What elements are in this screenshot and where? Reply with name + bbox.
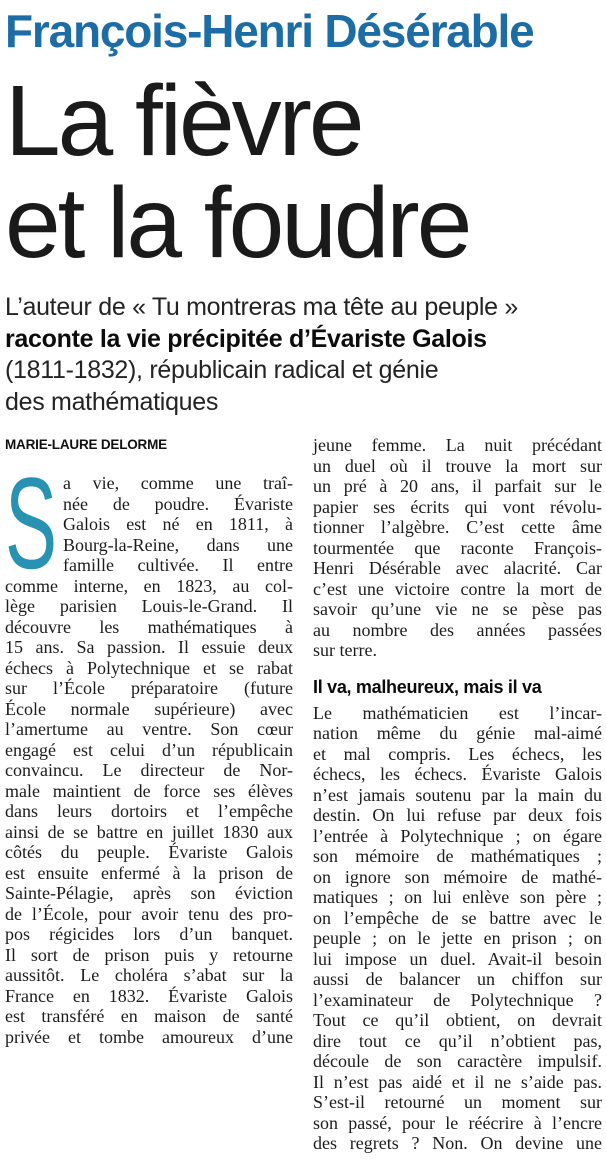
standfirst-line3: (1811-1832), républicain radical et génie <box>5 356 439 384</box>
body-line: son mémoire de mathématiques ; <box>313 846 602 866</box>
body-line: un pré à 20 ans, il parfait sur le <box>313 476 602 496</box>
headline-line1: La fièvre <box>5 65 362 177</box>
body-line: savoir qu’une vie ne se pèse pas <box>313 599 602 619</box>
subheading: Il va, malheureux, mais il va <box>313 676 542 697</box>
body-line: Bourg-la-Reine, dans une <box>63 534 293 555</box>
body-line: convaincu. Le directeur de Nor- <box>5 760 293 780</box>
body-line: l’amertume au ventre. Son cœur <box>5 719 293 739</box>
body-line: nation même du génie mal-aimé <box>313 723 602 743</box>
body-line: c’est une victoire contre la mort de <box>313 578 602 599</box>
body-line: lui impose un duel. Avait-il besoin <box>313 948 602 969</box>
left-column <box>5 435 293 1154</box>
standfirst-line1: L’auteur de « Tu montreras ma tête au peuple » <box>5 293 518 321</box>
body-line: Tout ce qu’il obtient, on devrait <box>313 1010 602 1030</box>
body-line: papier ses écrits qui vont révolu- <box>313 496 602 517</box>
body-line: aussi de balancer un chiffon sur <box>313 969 602 989</box>
body-line: échecs, les échecs. Évariste Galois <box>313 764 602 784</box>
body-line: Sainte-Pélagie, après son éviction <box>5 883 293 903</box>
opening-paragraph <box>5 450 293 1047</box>
dropcap <box>5 450 63 596</box>
headline <box>5 65 602 279</box>
body-line: 15 ans. Sa passion. Il essuie deux <box>5 637 293 657</box>
body-line: découle de son caractère impulsif. <box>313 1051 602 1071</box>
body-line: dans leurs dortoirs et l’empêche <box>5 801 293 821</box>
body-line: École normale supérieure) avec <box>5 698 293 719</box>
body-line: et mal compris. Les échecs, les <box>313 743 602 764</box>
body-line: engagé est celui d’un républicain <box>5 739 293 760</box>
body-line: échecs à Polytechnique et se rabat <box>5 657 293 678</box>
body-line: Henri Désérable avec alacrité. Car <box>313 558 602 578</box>
headline-line2: et la foudre <box>5 167 470 279</box>
body-line: côtés du peuple. Évariste Galois <box>5 842 293 862</box>
right-paragraph-2 <box>313 703 602 1154</box>
body-line: on l’empêche de se battre avec le <box>313 907 602 928</box>
right-paragraph-1 <box>313 435 602 661</box>
body-line: de l’École, pour avoir tenu des pro- <box>5 903 293 924</box>
body-line: pos régicides lors d’un banquet. <box>5 924 293 944</box>
body-line: a vie, comme une traî- <box>63 473 293 493</box>
body-line: aussitôt. Le choléra s’abat sur la <box>5 965 293 985</box>
body-line: l’entrée à Polytechnique ; on égare <box>313 825 602 846</box>
body-line: ainsi de se battre en juillet 1830 aux <box>5 821 293 842</box>
body-line: Il n’est pas aidé et il ne s’aide pas. <box>313 1071 602 1092</box>
body-line: on ignore son mémoire de mathé- <box>313 866 602 887</box>
body-line: privée et tombe amoureux d’une <box>5 1026 293 1047</box>
author-kicker: François-Henri Désérable <box>5 5 534 57</box>
body-line: Il sort de prison puis y retourne <box>5 944 293 965</box>
article-body <box>5 435 602 1154</box>
right-column <box>313 435 602 1154</box>
body-line: son passé, pour le réécrire à l’encre <box>313 1112 602 1133</box>
body-line: peuple ; on le jette en prison ; on <box>313 928 602 948</box>
body-line: née de poudre. Évariste <box>63 493 293 514</box>
body-line: n’est jamais soutenu par la main du <box>313 784 602 805</box>
body-line: comme interne, en 1823, au col- <box>5 575 293 596</box>
standfirst <box>5 292 602 418</box>
body-line: tourmentée que raconte François- <box>313 537 602 558</box>
body-line: découvre les mathématiques à <box>5 616 293 637</box>
body-line: famille cultivée. Il entre <box>63 555 293 575</box>
body-line: matiques ; on lui enlève son père ; <box>313 887 602 907</box>
standfirst-line4: des mathématiques <box>5 387 219 416</box>
body-line: France en 1832. Évariste Galois <box>5 985 293 1006</box>
body-line: male maintient de force ses élèves <box>5 780 293 801</box>
body-line: un duel où il trouve la mort sur <box>313 455 602 476</box>
body-line: au nombre des années passées <box>313 619 602 640</box>
dropcap-letter: S <box>5 450 58 596</box>
body-line: sur l’École préparatoire (future <box>5 678 293 698</box>
body-line: dire tout ce qu’il n’obtient pas, <box>313 1030 602 1051</box>
body-line: des regrets ? Non. On devine une <box>313 1133 602 1153</box>
body-line: S’est-il retourné un moment sur <box>313 1092 602 1112</box>
body-line: destin. On lui refuse par deux fois <box>313 805 602 825</box>
body-line: lège parisien Louis-le-Grand. Il <box>5 596 293 616</box>
body-line: est transféré en maison de santé <box>5 1006 293 1026</box>
byline: MARIE-LAURE DELORME <box>5 437 167 452</box>
body-line: tionner l’algèbre. C’est cette âme <box>313 517 602 537</box>
body-line: l’examinateur de Polytechnique ? <box>313 989 602 1010</box>
body-line: Galois est né en 1811, à <box>63 514 293 534</box>
body-line: sur terre. <box>313 640 377 660</box>
standfirst-line2: raconte la vie précipitée d’Évariste Galois <box>5 324 487 353</box>
body-line: jeune femme. La nuit précédant <box>313 435 602 455</box>
body-line: est ensuite enfermé à la prison de <box>5 862 293 883</box>
body-line: Le mathématicien est l’incar- <box>313 702 602 723</box>
